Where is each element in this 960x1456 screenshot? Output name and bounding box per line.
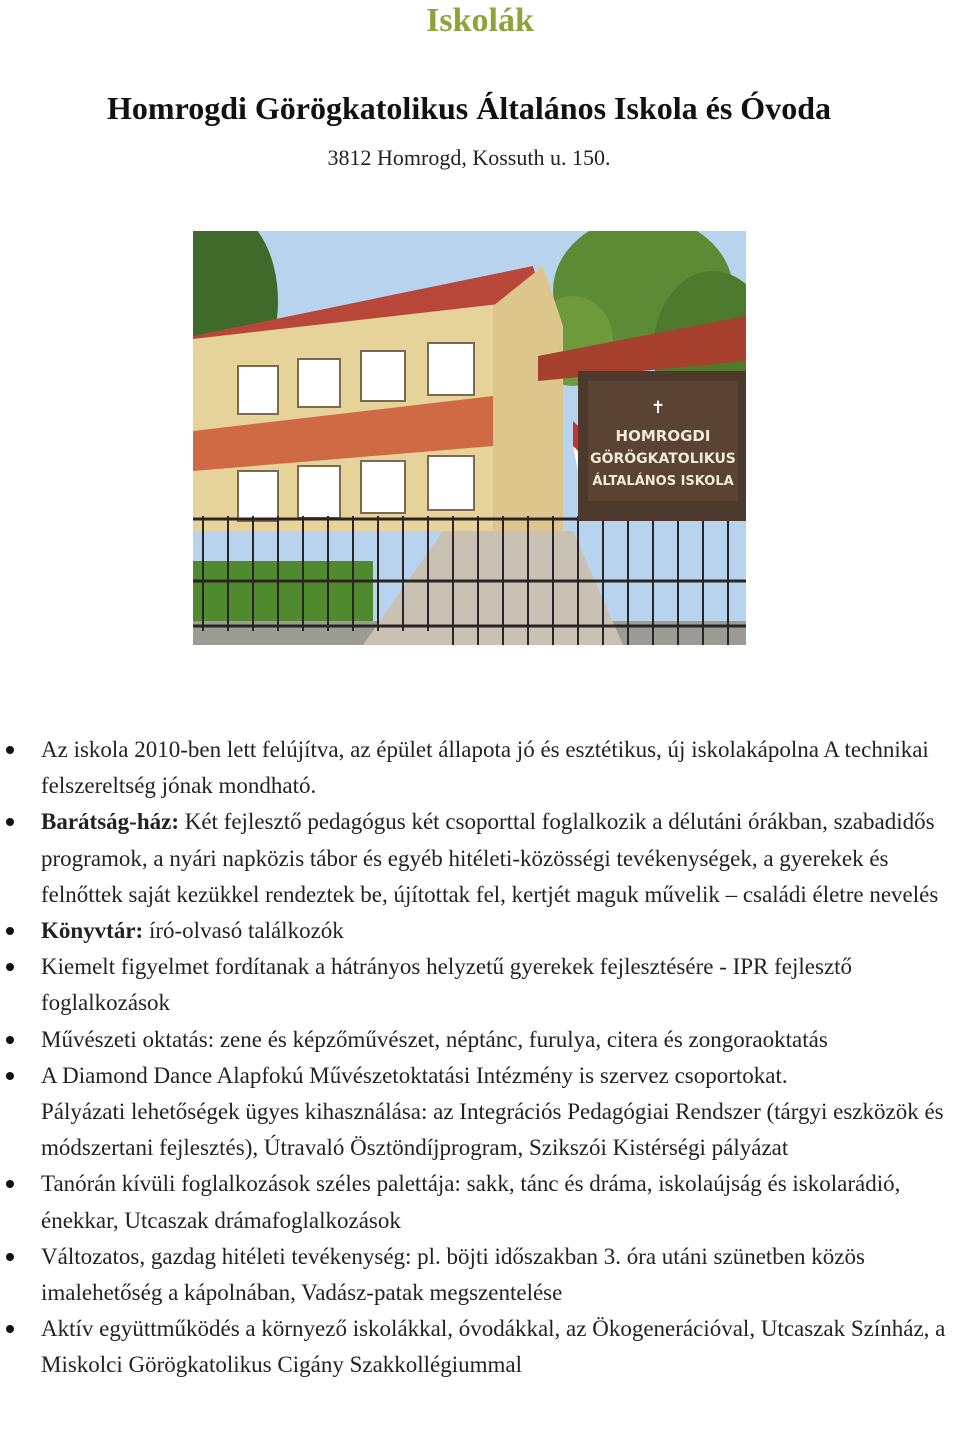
list-item: Barátság-ház: Két fejlesztő pedagógus két csoporttal foglalkozik a délutáni órákban, szabadidős programok, a nyári napközis tábor és egyéb hitéleti-közösségi tevékenységek, a gyerekek és felnőttek saját kezükkel rendeztek be, újítottak fel, kertjét maguk művelik – családi életre nevelés	[0, 804, 960, 913]
page-title: Iskolák	[426, 2, 534, 39]
list-item: Művészeti oktatás: zene és képzőművészet, néptánc, furulya, citera és zongoraoktatás	[0, 1022, 960, 1058]
school-address: 3812 Homrogd, Kossuth u. 150.	[327, 145, 611, 170]
school-name: Homrogdi Görögkatolikus Általános Iskola és Óvoda	[107, 90, 831, 126]
list-item: Aktív együttműködés a környező iskolákkal, óvodákkal, az Ökogenerációval, Utcaszak Színház, a Miskolci Görögkatolikus Cigány Szakkollégiummal	[0, 1311, 960, 1383]
sign-text-line1: HOMROGDI	[615, 427, 711, 445]
list-item: A Diamond Dance Alapfokú Művészetoktatási Intézmény is szervez csoportokat.	[0, 1058, 960, 1094]
school-info-list	[0, 732, 960, 1384]
list-item: Az iskola 2010-ben lett felújítva, az épület állapota jó és esztétikus, új iskolakápolna A technikai felszereltség jónak mondható.	[0, 732, 960, 804]
school-building-photo	[193, 231, 746, 645]
sign-text-line3: ÁLTALÁNOS ISKOLA	[592, 474, 734, 489]
list-item: Tanórán kívüli foglalkozások széles palettája: sakk, tánc és dráma, iskolaújság és iskolarádió, énekkar, Utcaszak drámafoglalkozások	[0, 1166, 960, 1238]
svg-text:✝: ✝	[650, 398, 666, 418]
sign-text-line2: GÖRÖGKATOLIKUS	[590, 451, 736, 467]
list-item: Pályázati lehetőségek ügyes kihasználása: az Integrációs Pedagógiai Rendszer (tárgyi eszközök és módszertani fejlesztés), Útravaló Ösztöndíjprogram, Szikszói Kistérségi pályázat	[41, 1099, 944, 1161]
list-item: Könyvtár: író-olvasó találkozók	[0, 913, 960, 949]
list-item: Változatos, gazdag hitéleti tevékenység: pl. böjti időszakban 3. óra utáni szünetben közös imalehetőség a kápolnában, Vadász-patak megszentelése	[0, 1239, 960, 1311]
list-item: Kiemelt figyelmet fordítanak a hátrányos helyzetű gyerekek fejlesztésére - IPR fejlesztő foglalkozások	[0, 949, 960, 1021]
